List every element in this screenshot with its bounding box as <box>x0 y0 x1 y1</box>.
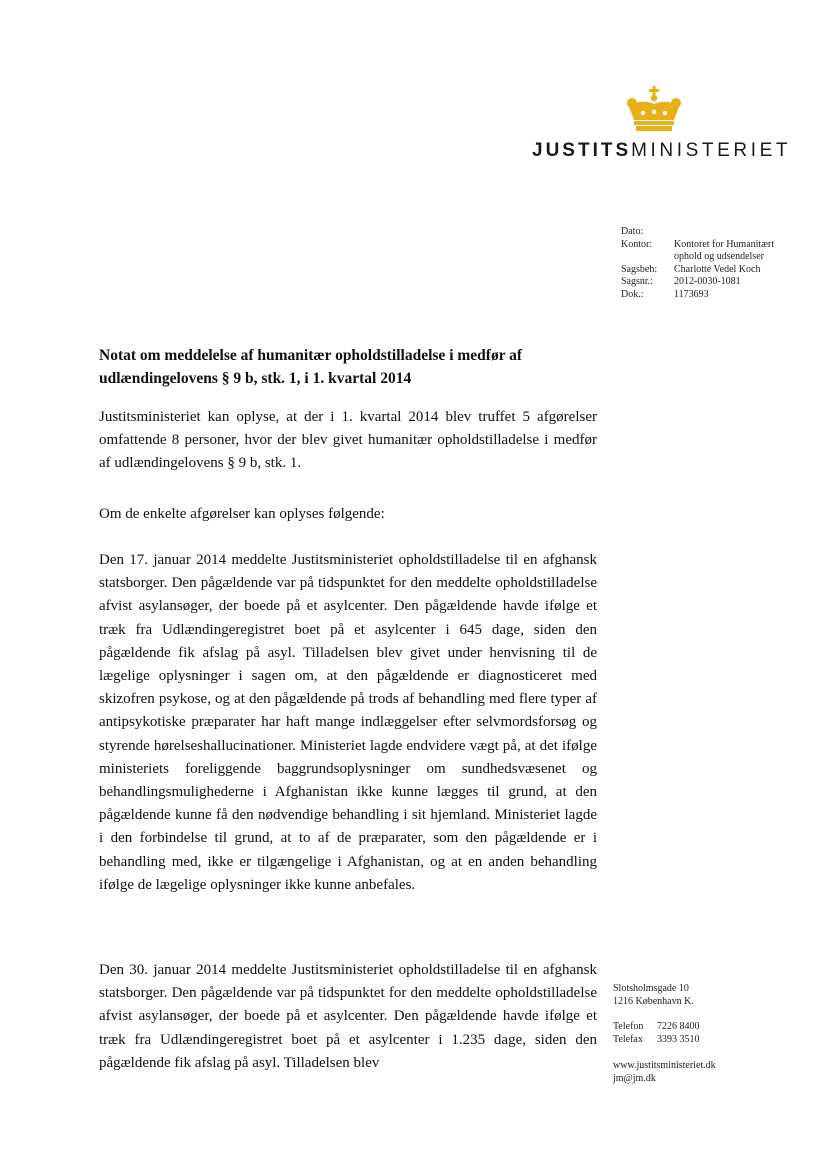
phone-row <box>613 1021 763 1034</box>
meta-label: Sagsbeh: <box>621 263 658 275</box>
body-paragraph: Justitsministeriet kan oplyse, at der i 1. kvartal 2014 blev truffet 5 afgørelser omfattende 8 personer, hvor der blev givet humanitær opholdstilladelse i medfør af udlændingelovens § 9 b, stk. 1. <box>99 409 597 472</box>
meta-label: Dok.: <box>621 288 644 300</box>
meta-value: 1173693 <box>674 288 709 300</box>
ministry-logo-text <box>532 140 792 162</box>
phone-number: 7226 8400 <box>657 1021 700 1032</box>
fax-number: 3393 3510 <box>657 1033 700 1045</box>
meta-value: Charlotte Vedel Koch <box>674 263 761 275</box>
fax-row <box>613 1034 763 1047</box>
meta-value: Kontoret for Humanitært ophold og udsendelser <box>674 238 774 262</box>
meta-value: 2012-0030-1081 <box>674 276 741 287</box>
address-line: Slotsholmsgade 10 <box>613 983 689 994</box>
body-paragraph: Den 30. januar 2014 meddelte Justitsministeriet opholdstilladelse til en afghansk statsborger. Den pågældende var på tidspunktet for den meddelte opholdstilladelse afvist asylansøger, der boede på et asylcenter. Den pågældende havde ifølge et træk fra Udlændingeregistret boet på et asylcenter i 1.235 dage, siden den pågældende fik afslag på asyl. Tilladelsen blev <box>99 962 597 1071</box>
logo-name-light: MINISTERIET <box>631 140 792 161</box>
meta-label: Sagsnr.: <box>621 276 653 287</box>
document-meta <box>621 226 801 301</box>
meta-label: Dato: <box>621 226 644 237</box>
website-link[interactable]: www.justitsministeriet.dk <box>613 1060 716 1071</box>
meta-row-case-handler <box>621 264 801 277</box>
meta-row-date <box>621 226 801 239</box>
meta-row-case-number <box>621 276 801 289</box>
contact-address <box>613 983 763 1008</box>
address-line: 1216 København K. <box>613 995 694 1007</box>
meta-value <box>674 226 801 239</box>
contact-online <box>613 1060 763 1085</box>
document-title: Notat om meddelelse af humanitær opholdstilladelse i medfør af udlændingelovens § 9 b, stk. 1, i 1. kvartal 2014 <box>99 347 523 387</box>
contact-phones <box>613 1021 763 1046</box>
fax-label: Telefax <box>613 1033 643 1045</box>
crown-icon <box>626 86 682 132</box>
logo-name-bold: JUSTITS <box>532 140 632 161</box>
meta-label: Kontor: <box>621 238 653 250</box>
body-paragraph: Om de enkelte afgørelser kan oplyses følgende: <box>99 506 385 522</box>
meta-row-document <box>621 289 801 302</box>
body-paragraph: Den 17. januar 2014 meddelte Justitsministeriet opholdstilladelse til en afghansk statsborger. Den pågældende var på tidspunktet for den meddelte opholdstilladelse afvist asylansøger, der boede på et asylcenter. Den pågældende havde ifølge et træk fra Udlændingeregistret boet på et asylcenter i 645 dage, siden den pågældende fik afslag på asyl. Tilladelsen blev givet under henvisning til de lægelige oplysninger i sagen om, at den pågældende er diagnosticeret med skizofren psykose, og at den pågældende på trods af behandling med flere typer af antipsykotiske præparater har haft mange indlæggelser efter selvmordsforsøg og styrende hørelseshallucinationer. Ministeriet lagde endvidere vægt på, at det ifølge ministeriets foreliggende baggrundsoplysninger om sundhedsvæsenet og behandlingsmulighederne i Afghanistan ikke kunne lægges til grund, at den pågældende kunne få den nødvendige behandling i sit hjemland. Ministeriet lagde i den forbindelse til grund, at to af de præparater, som den pågældende er i behandling med, ikke er tilgængelige i Afghanistan, og at en anden behandling ifølge de lægelige oplysninger ikke kunne anbefales. <box>99 552 597 893</box>
meta-row-office <box>621 239 801 264</box>
phone-label: Telefon <box>613 1021 644 1032</box>
email-link[interactable]: jm@jm.dk <box>613 1072 656 1084</box>
